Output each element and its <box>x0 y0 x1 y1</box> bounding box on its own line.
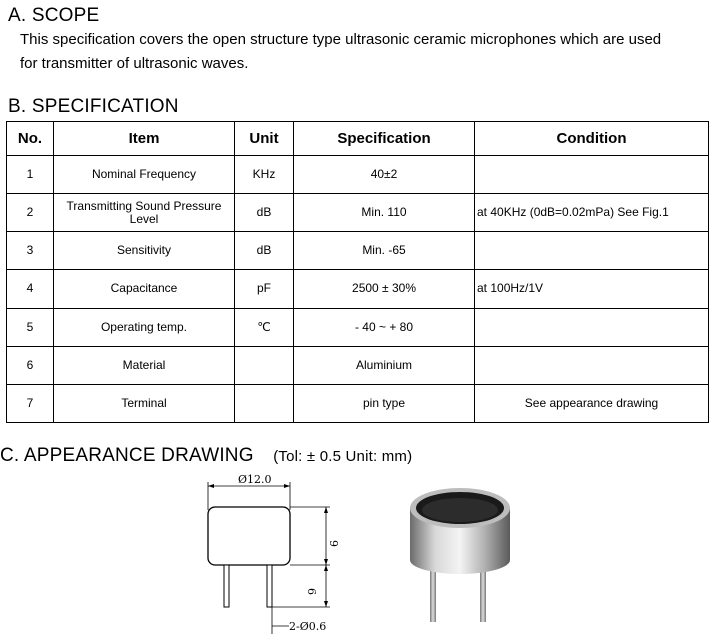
tolerance-note: (Tol: ± 0.5 Unit: mm) <box>273 448 413 465</box>
pin-right-outline <box>267 565 272 607</box>
cell-no: 1 <box>7 156 54 194</box>
appearance-heading-text: C. APPEARANCE DRAWING <box>0 445 254 466</box>
scope-heading: A. SCOPE <box>8 5 100 26</box>
table-row <box>7 270 709 308</box>
cell-spec: Min. -65 <box>294 232 475 270</box>
col-header-no: No. <box>7 122 54 156</box>
cell-item: Capacitance <box>54 270 235 308</box>
cell-item: Operating temp. <box>54 308 235 346</box>
appearance-drawing <box>190 470 345 636</box>
table-row <box>7 156 709 194</box>
table-row <box>7 194 709 232</box>
cell-spec: 40±2 <box>294 156 475 194</box>
col-header-unit: Unit <box>235 122 294 156</box>
col-header-specification: Specification <box>294 122 475 156</box>
cell-condition: See appearance drawing <box>475 384 709 422</box>
cell-no: 6 <box>7 346 54 384</box>
col-header-item: Item <box>54 122 235 156</box>
appearance-heading <box>0 445 412 467</box>
specification-table <box>6 121 709 423</box>
table-row <box>7 384 709 422</box>
cell-item: Sensitivity <box>54 232 235 270</box>
col-header-condition: Condition <box>475 122 709 156</box>
cell-no: 3 <box>7 232 54 270</box>
cell-condition: at 40KHz (0dB=0.02mPa) See Fig.1 <box>475 194 709 232</box>
cell-spec: Min. 110 <box>294 194 475 232</box>
scope-line-2: for transmitter of ultrasonic waves. <box>20 55 249 72</box>
cell-spec: 2500 ± 30% <box>294 270 475 308</box>
specification-heading: B. SPECIFICATION <box>8 96 179 117</box>
scope-text <box>20 28 661 76</box>
scope-line-1: This specification covers the open structure type ultrasonic ceramic microphones which are used <box>20 31 662 48</box>
cell-condition: at 100Hz/1V <box>475 270 709 308</box>
table-row <box>7 308 709 346</box>
cell-condition <box>475 156 709 194</box>
table-header-row <box>7 122 709 156</box>
cell-spec: Aluminium <box>294 346 475 384</box>
dim-pin-diameter-label: 2-Ø0.6 <box>289 620 327 633</box>
table-row <box>7 346 709 384</box>
pin-left-outline <box>224 565 229 607</box>
table-row <box>7 232 709 270</box>
cell-no: 4 <box>7 270 54 308</box>
dim-height-label: 9 <box>327 540 340 547</box>
cell-no: 2 <box>7 194 54 232</box>
cell-unit: dB <box>235 232 294 270</box>
cell-unit <box>235 346 294 384</box>
cell-condition <box>475 308 709 346</box>
cell-no: 5 <box>7 308 54 346</box>
cell-condition <box>475 232 709 270</box>
cell-unit: dB <box>235 194 294 232</box>
cell-unit: KHz <box>235 156 294 194</box>
dim-pin-length-label: 6 <box>305 588 318 595</box>
cell-unit: pF <box>235 270 294 308</box>
microphone-photo <box>400 480 520 625</box>
cell-item: Nominal Frequency <box>54 156 235 194</box>
microphone-body-outline <box>208 507 290 565</box>
cell-item: Terminal <box>54 384 235 422</box>
cell-no: 7 <box>7 384 54 422</box>
cell-spec: - 40 ~ + 80 <box>294 308 475 346</box>
cell-item: Material <box>54 346 235 384</box>
cell-spec: pin type <box>294 384 475 422</box>
cell-item: Transmitting Sound Pressure Level <box>54 194 235 232</box>
dim-diameter-label: Ø12.0 <box>238 473 272 486</box>
cell-unit: ℃ <box>235 308 294 346</box>
cell-condition <box>475 346 709 384</box>
cell-unit <box>235 384 294 422</box>
